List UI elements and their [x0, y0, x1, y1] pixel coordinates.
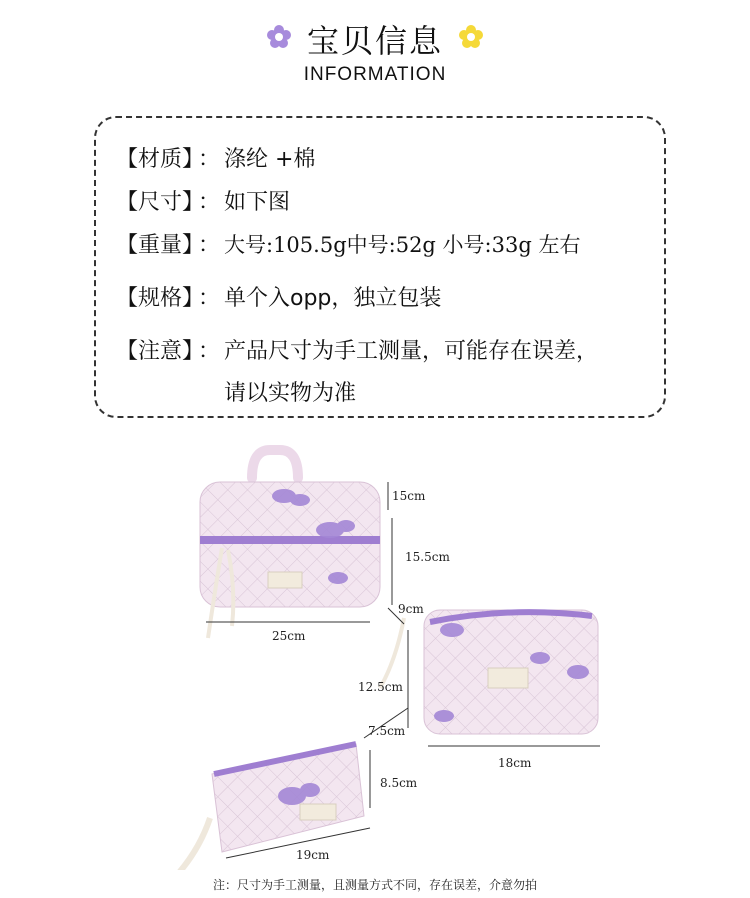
large-bag-image	[200, 450, 380, 638]
large-height-top-label: 15cm	[392, 489, 426, 503]
spec-row	[116, 281, 441, 312]
small-bag-image	[160, 744, 364, 870]
medium-height-label: 12.5cm	[358, 680, 403, 694]
notice-label: 【注意】	[116, 339, 205, 364]
notice-row-2	[224, 376, 356, 407]
large-height-label: 15.5cm	[405, 550, 450, 564]
colon: ：	[197, 286, 220, 311]
page-subtitle: INFORMATION	[303, 64, 447, 85]
small-width-label: 19cm	[296, 848, 330, 862]
info-box	[94, 116, 666, 418]
colon: ：	[197, 233, 220, 258]
flower-icon-right	[458, 24, 484, 50]
spec-value: 单个入opp，独立包装	[224, 286, 442, 311]
header	[0, 0, 750, 100]
small-depth-label: 7.5cm	[368, 724, 406, 738]
spec-label: 【规格】	[116, 286, 205, 311]
size-label: 【尺寸】	[116, 190, 205, 215]
material-label: 【材质】	[116, 147, 205, 172]
medium-width-label: 18cm	[498, 756, 532, 770]
size-row	[116, 185, 290, 216]
weight-value: 大号:105.5g中号:52g 小号:33g 左右	[224, 233, 581, 257]
notice-value-line2: 请以实物为准	[224, 381, 357, 406]
colon: ：	[197, 147, 220, 172]
page-title: 宝贝信息	[306, 22, 443, 60]
medium-depth-label: 9cm	[398, 602, 424, 616]
medium-bag-image	[380, 610, 598, 734]
weight-row	[116, 228, 580, 259]
size-value: 如下图	[224, 190, 291, 215]
small-height-label: 8.5cm	[380, 776, 418, 790]
material-row	[116, 142, 315, 173]
notice-value-line1: 产品尺寸为手工测量，可能存在误差，	[224, 339, 599, 364]
footer-note: 注：尺寸为手工测量，且测量方式不同，存在误差，介意勿拍	[212, 878, 537, 892]
colon: ：	[197, 190, 220, 215]
notice-row	[116, 334, 598, 365]
large-width-label: 25cm	[272, 629, 306, 643]
material-value: 涤纶 +棉	[224, 147, 316, 172]
product-images	[0, 440, 750, 870]
colon: ：	[197, 339, 220, 364]
weight-label: 【重量】	[116, 233, 205, 258]
